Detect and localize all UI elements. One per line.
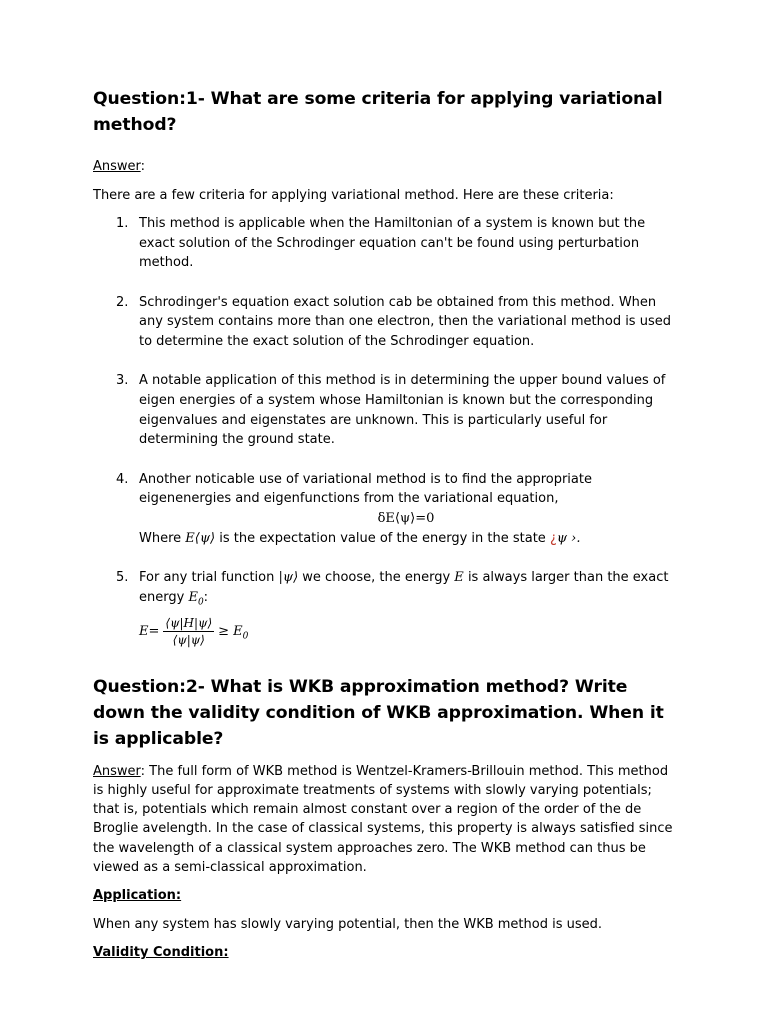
trial-function-symbol: |ψ⟩	[278, 569, 299, 585]
formula-denominator: ⟨ψ|ψ⟩	[172, 632, 205, 647]
list-item	[93, 371, 673, 450]
formula-rhs	[218, 623, 249, 642]
where-text: is the expectation value of the energy in the state	[219, 530, 546, 546]
list-item	[93, 293, 673, 352]
list-number: 1.	[116, 216, 129, 231]
exact-energy-letter: E	[188, 589, 198, 605]
formula-rhs-subscript: 0	[242, 631, 249, 642]
energy-formula	[139, 615, 673, 648]
where-line	[139, 529, 673, 549]
answer-colon: :	[140, 159, 146, 174]
variational-equation: δE⟨ψ⟩=0	[377, 510, 435, 526]
answer-label: Answer	[93, 763, 141, 779]
question-1-intro: There are a few criteria for applying variational method. Here are these criteria:	[93, 187, 614, 203]
list-item	[93, 214, 673, 273]
list-number: 5.	[116, 569, 129, 585]
energy-symbol: E	[454, 569, 464, 585]
question-1-heading: Question:1- What are some criteria for applying variational method?	[93, 89, 663, 135]
colon: :	[203, 589, 209, 605]
list-item-text: is always larger than the exact energy	[139, 569, 669, 605]
list-number: 4.	[116, 471, 129, 487]
list-item-text: This method is applicable when the Hamiltonian of a system is known but the exact solution of the Schrodinger equation can't be found using perturbation method.	[139, 216, 646, 271]
list-item-text: Another noticable use of variational method is to find the appropriate eigenenergies and eigenfunctions from the variational equation,	[139, 471, 592, 507]
answer-2-text: : The full form of WKB method is Wentzel-Kramers-Brillouin method. This method is highly useful for approximate treatments of systems with slowly varying potentials; that is, potentials which remain almost constant over a region of the order of the de Broglie avelength. In the case of classical systems, this property is always satisfied since the wavelength of a classical system approaches zero. The WKB method can thus be viewed as a semi-classical approximation.	[93, 763, 673, 875]
answer-label: Answer	[93, 159, 141, 174]
expectation-symbol: E⟨ψ⟩	[185, 530, 216, 546]
formula-rhs-text: ≥ E	[218, 623, 243, 639]
formula-numerator: ⟨ψ|H|ψ⟩	[165, 615, 213, 630]
list-item-text: For any trial function	[139, 569, 275, 585]
list-item	[93, 470, 673, 549]
list-number: 2.	[116, 294, 129, 310]
list-item-text: A notable application of this method is in determining the upper bound values of eigen energies of a system whose Hamiltonian is known but the corresponding eigenvalues and eigenstates are unknown. This is particularly useful for determining the ground state.	[139, 373, 666, 448]
application-text: When any system has slowly varying potential, then the WKB method is used.	[93, 916, 603, 932]
answer-1-label-line	[93, 157, 673, 177]
criteria-list	[93, 214, 673, 648]
validity-condition-heading: Validity Condition:	[93, 945, 229, 961]
list-item	[93, 568, 673, 648]
list-item-text: we choose, the energy	[302, 569, 451, 585]
question-2-heading: Question:2- What is WKB approximation method? Write down the validity condition of WKB approximation. When it is applicable?	[93, 676, 664, 749]
exact-energy-subscript: 0	[197, 597, 204, 608]
formula-lhs: E=	[139, 623, 160, 639]
list-number: 3.	[116, 373, 129, 389]
application-heading: Application:	[93, 888, 182, 904]
state-symbol: ψ ›.	[556, 530, 581, 546]
list-item-text: Schrodinger's equation exact solution cab be obtained from this method. When any system contains more than one electron, then the variational method is used to determine the exact solution of the Schrodinger equation.	[139, 294, 671, 350]
where-prefix: Where	[139, 530, 182, 546]
answer-2-paragraph	[93, 762, 673, 877]
document-content	[93, 86, 673, 963]
formula-fraction	[163, 615, 214, 648]
state-glyph: ¿	[549, 530, 557, 546]
exact-energy-symbol	[188, 589, 204, 608]
